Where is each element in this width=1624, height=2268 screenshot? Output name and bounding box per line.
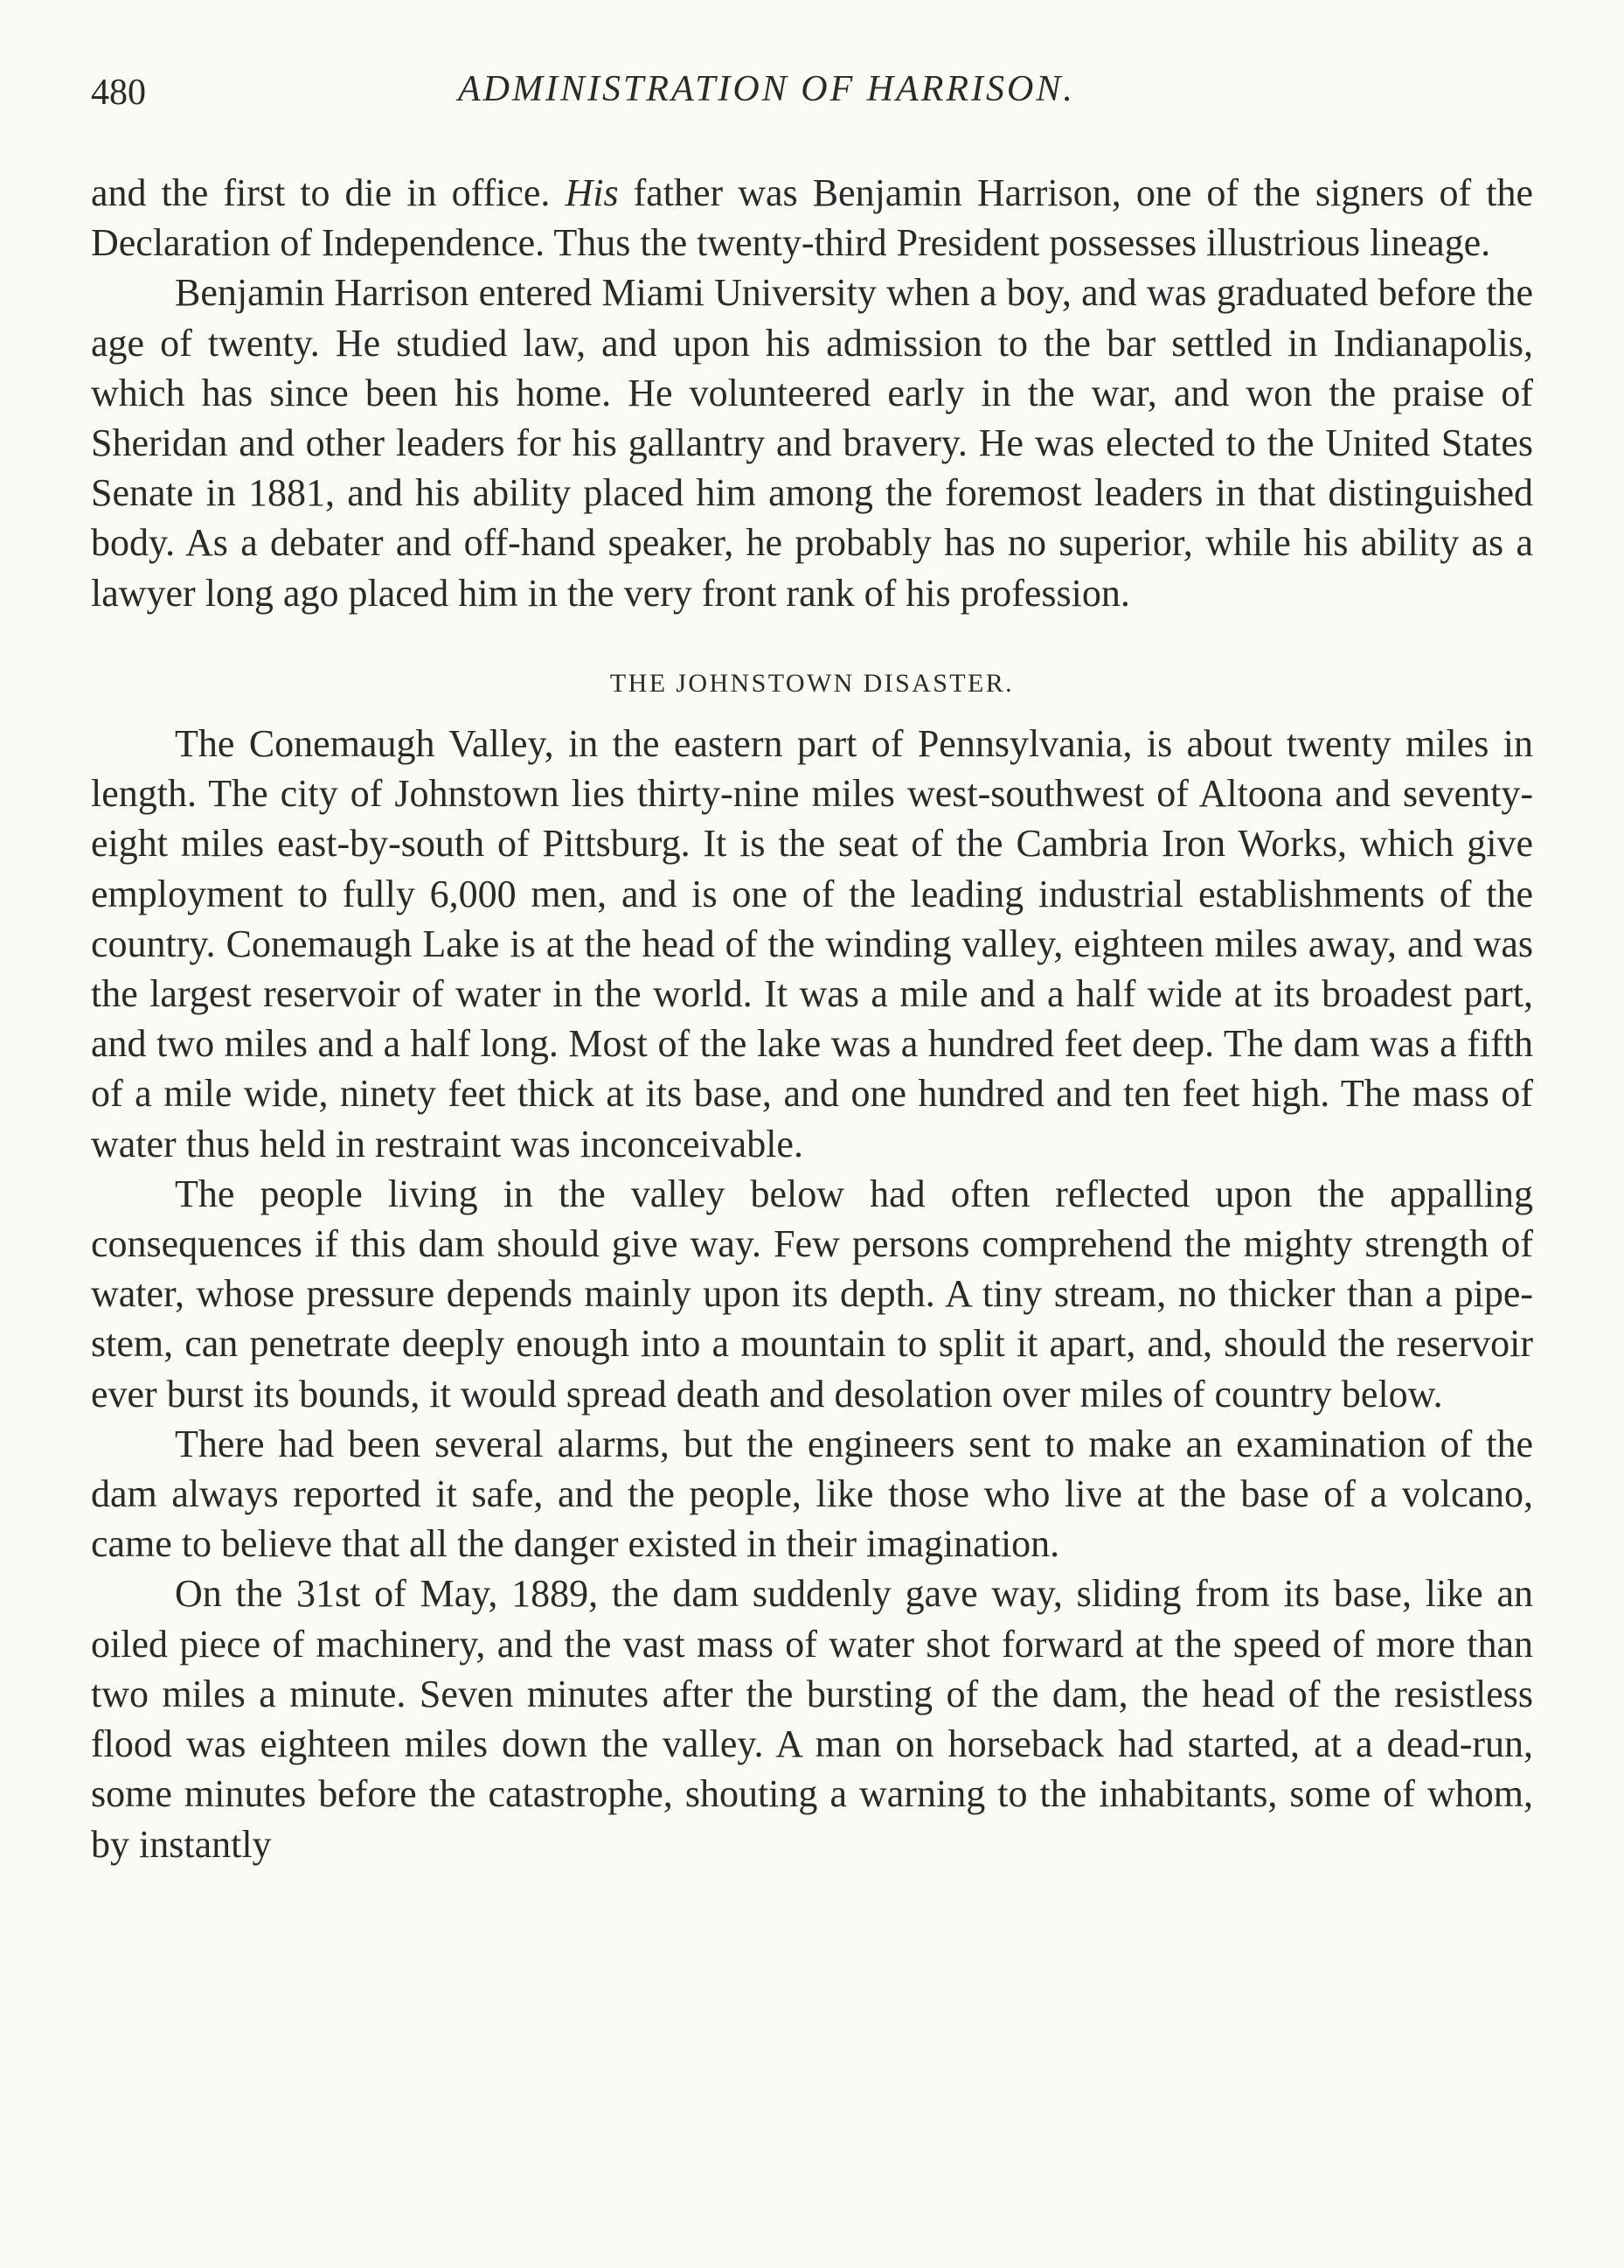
body-text xyxy=(91,168,1533,1869)
section-heading: THE JOHNSTOWN DISASTER. xyxy=(609,668,1015,698)
para1-before: and the first to die in office. xyxy=(91,171,566,214)
paragraph-dam-consequences: The people living in the valley below had often reflected upon the appalling consequences if this dam should give way. Few persons comprehend the mighty strength of water, whose pressure depends mainly upon its depth. A tiny stream, no thicker than a pipe-stem, can penetrate deeply enough into a mountain to split it apart, and, should the reservoir ever burst its bounds, it would spread death and desolation over miles of country below. xyxy=(91,1172,1533,1416)
page-number: 480 xyxy=(91,73,146,113)
running-title: ADMINISTRATION OF HARRISON. xyxy=(458,69,1075,109)
running-head xyxy=(91,61,1533,117)
paragraph-dam-burst: On the 31st of May, 1889, the dam suddenly gave way, sliding from its base, like an oiled piece of machinery, and the vast mass of water shot forward at the speed of more than two miles a minute. Seven minutes after the bursting of the dam, the head of the resistless flood was eighteen miles down the valley. A man on horseback had started, at a dead-run, some minutes before the catastrophe, shouting a warning to the inhabitants, some of whom, by instantly xyxy=(91,1572,1533,1866)
paragraph-continuation xyxy=(91,168,1533,268)
paragraph-conemaugh-valley: The Conemaugh Valley, in the eastern part of Pennsylvania, is about twenty miles in length. The city of Johnstown lies thirty-nine miles west-southwest of Altoona and seventy-eight miles east-by-south of Pittsburg. It is the seat of the Cambria Iron Works, which give employment to fully 6,000 men, and is one of the leading industrial establishments of the country. Conemaugh Lake is at the head of the winding valley, eighteen miles away, and was the largest reservoir of water in the world. It was a mile and a half wide at its broadest part, and two miles and a half long. Most of the lake was a hundred feet deep. The dam was a fifth of a mile wide, ninety feet thick at its base, and one hundred and ten feet high. The mass of water thus held in restraint was inconceivable. xyxy=(91,722,1533,1165)
para1-italic: His xyxy=(565,171,619,214)
paragraph-alarms: There had been several alarms, but the engineers sent to make an examination of the dam always reported it safe, and the people, like those who live at the base of a volcano, came to believe that all the danger existed in their imagination. xyxy=(91,1422,1533,1566)
para1-after: father was Benjamin Harrison, one of the signers of the Declaration of Independence. Thus the twenty-third President possesses illustrious lineage. xyxy=(91,171,1534,265)
paragraph-harrison-biography: Benjamin Harrison entered Miami University when a boy, and was graduated before the age of twenty. He studied law, and upon his admission to the bar settled in Indianapolis, which has since been his home. He volunteered early in the war, and won the praise of Sheridan and other leaders for his gallantry and bravery. He was elected to the United States Senate in 1881, and his ability placed him among the foremost leaders in that distinguished body. As a debater and off-hand speaker, he probably has no superior, while his ability as a lawyer long ago placed him in the very front rank of his profession. xyxy=(91,271,1533,615)
